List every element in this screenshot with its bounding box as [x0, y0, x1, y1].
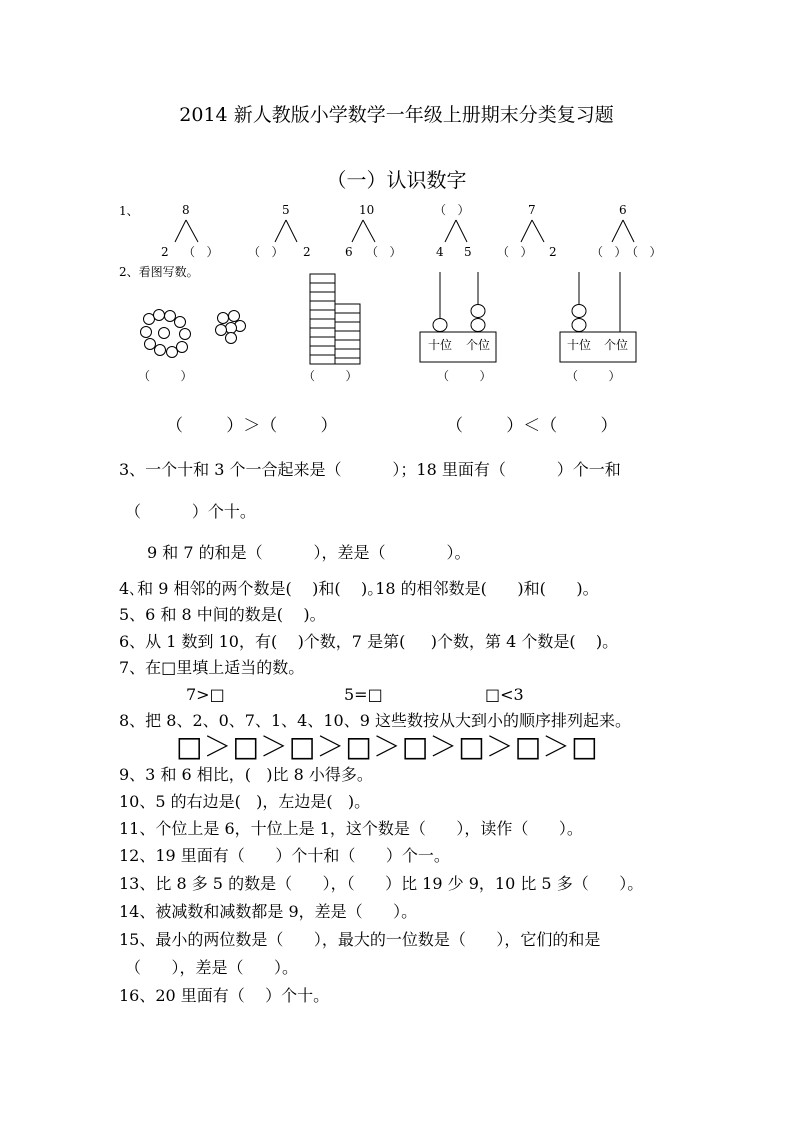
answer-blank: （ ）	[138, 369, 193, 383]
question-4: 4､和 9 相邻的两个数是( )和( )｡18 的相邻数是( )和( )｡	[119, 579, 591, 598]
ordering-boxes: □＞□＞□＞□＞□＞□＞□＞□	[176, 730, 599, 763]
ones-place-label: 个位	[604, 338, 629, 352]
bond-right: 2	[303, 245, 311, 259]
tens-place-label: 十位	[567, 338, 592, 352]
bond-right: 5	[464, 245, 472, 259]
question-15: 15、最小的两位数是（ ），最大的一位数是（ ），它们的和是	[119, 930, 601, 949]
bond-right: （ ）	[183, 245, 219, 259]
q3-line2: （ ）个十。	[125, 502, 256, 521]
bond-top: 8	[182, 203, 190, 217]
bond-top: 5	[282, 203, 290, 217]
bond-top: 10	[359, 203, 375, 217]
bond-right: （ ）	[366, 245, 402, 259]
question-8: 8、把 8、2、0、7、1、4、10、9 这些数按从大到小的顺序排列起来。	[119, 711, 631, 730]
answer-blank: （ ）	[437, 369, 492, 383]
q1-label: 1、	[119, 204, 139, 218]
number-bond-lines	[0, 0, 793, 300]
answer-blank: （ ）	[566, 369, 621, 383]
bond-top: （ ）	[434, 203, 470, 217]
question-7a: 7>□	[186, 685, 225, 704]
question-16: 16、20 里面有（ ）个十。	[119, 986, 330, 1005]
q3-line1: 3、一个十和 3 个一合起来是（ ）；18 里面有（ ）个一和	[119, 460, 621, 479]
bond-top: 6	[619, 203, 627, 217]
bond-left: 4	[436, 245, 444, 259]
answer-blank: （ ）	[303, 369, 358, 383]
bond-left: （ ）	[248, 245, 284, 259]
section-heading: （一）认识数字	[326, 168, 467, 192]
question-6: 6、从 1 数到 10，有( )个数，7 是第( )个数，第 4 个数是( )。	[119, 632, 619, 651]
bond-top: 7	[528, 203, 536, 217]
q2-label: 2、看图写数。	[119, 265, 199, 279]
bond-right: （ ）	[626, 245, 662, 259]
question-10: 10、5 的右边是( )，左边是( )。	[119, 792, 371, 811]
q3-line3: 9 和 7 的和是（ ），差是（ ）。	[147, 543, 471, 562]
question-11: 11、个位上是 6，十位上是 1，这个数是（ ），读作（ ）。	[119, 819, 583, 838]
question-15-continued: （ ），差是（ ）。	[125, 958, 299, 977]
tens-place-label: 十位	[428, 338, 453, 352]
question-7b: 5=□	[344, 685, 383, 704]
dot-groups-figure	[135, 306, 275, 376]
compare-greater: （ ）＞（ ）	[166, 416, 338, 436]
compare-less: （ ）＜（ ）	[446, 416, 618, 436]
question-7: 7、在□里填上适当的数。	[119, 658, 305, 677]
bond-left: （ ）	[497, 245, 533, 259]
page-title: 2014 新人教版小学数学一年级上册期末分类复习题	[179, 104, 614, 126]
bond-left: 2	[161, 245, 169, 259]
bond-left: 6	[345, 245, 353, 259]
question-12: 12、19 里面有（ ）个十和（ ）个一。	[119, 846, 450, 865]
ones-place-label: 个位	[466, 338, 491, 352]
question-13: 13、比 8 多 5 的数是（ ），（ ）比 19 少 9，10 比 5 多（ ）。	[119, 874, 644, 893]
bond-left: （ ）	[591, 245, 627, 259]
question-7c: □<3	[485, 685, 524, 704]
bond-right: 2	[549, 245, 557, 259]
question-14: 14、被减数和减数都是 9，差是（ ）。	[119, 902, 418, 921]
question-5: 5、6 和 8 中间的数是( )。	[119, 605, 326, 624]
counting-blocks-figure	[307, 272, 367, 367]
question-9: 9、3 和 6 相比，( )比 8 小得多。	[119, 765, 373, 784]
